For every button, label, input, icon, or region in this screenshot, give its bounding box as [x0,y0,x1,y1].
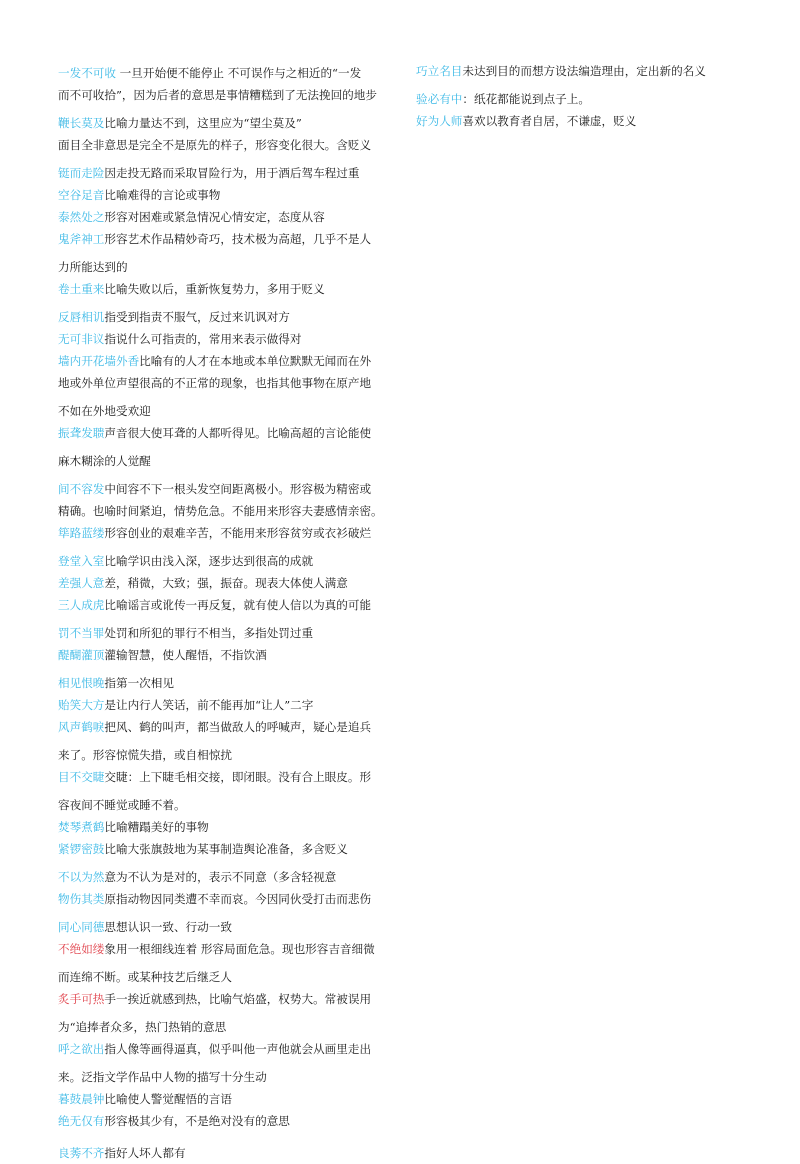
idiom-term: 卷土重来 [58,282,105,296]
idiom-entry [58,916,396,938]
idiom-definition: ：纸花都能说到点子上。 [462,92,590,106]
idiom-entry [416,60,746,82]
entry-continuation [58,966,396,988]
idiom-definition: 交睫：上下睫毛相交接，即闭眼。没有合上眼皮。形 [104,770,372,784]
idiom-term: 相见恨晚 [58,676,105,690]
idiom-entry [58,550,396,572]
idiom-entry [58,594,396,616]
entry-continuation [58,744,396,766]
idiom-definition: 象用一根细线连着 形容局面危急。现也形容吉音细微 [104,942,375,956]
entry-continuation [58,372,396,394]
idiom-definition: 处罚和所犯的罪行不相当，多指处罚过重 [104,626,314,640]
idiom-entry [58,1088,396,1110]
idiom-entry [58,1110,396,1132]
idiom-term: 暮鼓晨钟 [58,1092,105,1106]
idiom-definition: 比喻使人警觉醒悟的言语 [104,1092,232,1106]
idiom-entry [58,644,396,666]
idiom-definition: 为“追捧者众多，热门热销的意思 [58,1020,227,1034]
idiom-entry [58,162,396,184]
idiom-definition: 形容对困难或紧急情况心情安定，态度从容 [104,210,325,224]
idiom-definition: 来。泛指文学作品中人物的描写十分生动 [58,1070,267,1084]
idiom-term: 无可非议 [58,332,105,346]
idiom-definition: 比喻大张旗鼓地为某事制造舆论准备，多含贬义 [104,842,348,856]
idiom-definition: 意为不认为是对的，表示不同意（多含轻视意 [104,870,337,884]
idiom-term: 目不交睫 [58,770,105,784]
idiom-definition: 形容极其少有，不是绝对没有的意思 [104,1114,290,1128]
idiom-definition: 比喻糟蹋美好的事物 [104,820,209,834]
idiom-definition: 指人像等画得逼真，似乎叫他一声他就会从画里走出 [104,1042,372,1056]
idiom-definition: 面目全非意思是完全不是原先的样子，形容变化很大。含贬义 [58,138,372,152]
idiom-term: 铤而走险 [58,166,105,180]
idiom-definition: 喜欢以教育者自居，不谦虚，贬义 [462,114,637,128]
idiom-entry [58,112,396,134]
idiom-entry [58,228,396,250]
idiom-definition: 指第一次相见 [104,676,174,690]
idiom-definition: 指说什么可指责的，常用来表示做得对 [104,332,302,346]
idiom-definition: 比喻学识由浅入深，逐步达到很高的成就 [104,554,314,568]
idiom-entry [58,866,396,888]
idiom-definition: 指好人坏人都有 [104,1146,186,1160]
right-column [416,60,746,132]
idiom-term: 炙手可热 [58,992,105,1006]
entry-continuation [58,84,396,106]
idiom-definition: 灌输智慧，使人醒悟，不指饮酒 [104,648,267,662]
idiom-entry [58,938,396,960]
idiom-term: 筚路蓝缕 [58,526,105,540]
idiom-definition: 麻木糊涂的人觉醒 [58,454,151,468]
idiom-term: 好为人师 [416,114,463,128]
idiom-term: 焚琴煮鹤 [58,820,105,834]
idiom-definition: 原指动物因同类遭不幸而哀。今因同伙受打击而悲伤 [104,892,372,906]
idiom-term: 紧锣密鼓 [58,842,105,856]
idiom-term: 呼之欲出 [58,1042,105,1056]
idiom-definition: 来了。形容惊慌失措，或自相惊扰 [58,748,232,762]
idiom-term: 墙内开花墙外香 [58,354,140,368]
idiom-entry [58,988,396,1010]
idiom-definition: 指受到指责不服气，反过来讥讽对方 [104,310,290,324]
idiom-term: 不以为然 [58,870,105,884]
idiom-term: 差强人意 [58,576,105,590]
idiom-definition: 一旦开始便不能停止 不可误作与之相近的“一发 [115,66,362,80]
idiom-definition: 把风、鹤的叫声，都当做敌人的呼喊声，疑心是追兵 [104,720,372,734]
idiom-definition: 比喻力量达不到，这里应为“望尘莫及” [104,116,302,130]
idiom-entry [58,328,396,350]
idiom-definition: 而不可收拾”，因为后者的意思是事情糟糕到了无法挽回的地步 [58,88,377,102]
idiom-entry [58,816,396,838]
idiom-entry [58,694,396,716]
idiom-term: 鞭长莫及 [58,116,105,130]
idiom-entry [58,350,396,372]
idiom-definition: 比喻有的人才在本地或本单位默默无闻而在外 [139,354,372,368]
idiom-definition: 不如在外地受欢迎 [58,404,151,418]
idiom-term: 一发不可收 [58,66,116,80]
idiom-entry [58,278,396,300]
idiom-entry [58,422,396,444]
idiom-definition: 因走投无路而采取冒险行为，用于酒后驾车程过重 [104,166,360,180]
idiom-definition: 力所能达到的 [58,260,128,274]
idiom-term: 不绝如缕 [58,942,105,956]
idiom-definition: 比喻难得的言论或事物 [104,188,221,202]
idiom-definition: 形容艺术作品精妙奇巧，技术极为高超，几乎不是人 [104,232,372,246]
idiom-term: 鬼斧神工 [58,232,105,246]
idiom-definition: 比喻失败以后，重新恢复势力，多用于贬义 [104,282,325,296]
idiom-term: 验必有中 [416,92,463,106]
idiom-term: 三人成虎 [58,598,105,612]
idiom-term: 振聋发聩 [58,426,105,440]
idiom-entry [58,522,396,544]
idiom-entry [58,716,396,738]
idiom-entry [58,838,396,860]
idiom-term: 绝无仅有 [58,1114,105,1128]
idiom-term: 泰然处之 [58,210,105,224]
idiom-entry [58,1142,396,1164]
idiom-definition: 形容创业的艰难辛苦，不能用来形容贫穷或衣衫破烂 [104,526,372,540]
idiom-term: 贻笑大方 [58,698,105,712]
idiom-definition: 比喻谣言或讹传一再反复，就有使人信以为真的可能 [104,598,372,612]
idiom-entry [58,766,396,788]
idiom-term: 空谷足音 [58,188,105,202]
entry-continuation [58,134,396,156]
idiom-term: 同心同德 [58,920,105,934]
entry-continuation [58,400,396,422]
idiom-entry [58,62,396,84]
idiom-term: 间不容发 [58,482,105,496]
idiom-entry [58,184,396,206]
idiom-definition: 是让内行人笑话，前不能再加“让人”二字 [104,698,314,712]
left-column [58,62,396,1164]
entry-continuation [58,500,396,522]
idiom-definition: 容夜间不睡觉或睡不着。 [58,798,186,812]
idiom-term: 反唇相讥 [58,310,105,324]
idiom-term: 风声鹤唳 [58,720,105,734]
entry-continuation [58,1066,396,1088]
idiom-definition: 未达到目的而想方设法编造理由，定出新的名义 [462,64,706,78]
idiom-definition: 中间容不下一根头发空间距离极小。形容极为精密或 [104,482,372,496]
idiom-definition: 思想认识一致、行动一致 [104,920,232,934]
idiom-definition: 精确。也喻时间紧迫，情势危急。不能用来形容夫妻感情亲密。 [58,504,383,518]
idiom-definition: 地或外单位声望很高的不正常的现象，也指其他事物在原产地 [58,376,372,390]
idiom-term: 良莠不齐 [58,1146,105,1160]
idiom-entry [58,888,396,910]
idiom-term: 醍醐灌顶 [58,648,105,662]
idiom-entry [58,572,396,594]
idiom-entry [58,478,396,500]
idiom-definition: 声音很大使耳聋的人都听得见。比喻高超的言论能使 [104,426,372,440]
idiom-entry [58,206,396,228]
idiom-term: 物伤其类 [58,892,105,906]
idiom-entry [416,88,746,110]
idiom-definition: 手一挨近就感到热，比喻气焰盛，权势大。常被误用 [104,992,372,1006]
idiom-entry [416,110,746,132]
idiom-term: 巧立名目 [416,64,463,78]
entry-continuation [58,256,396,278]
idiom-entry [58,306,396,328]
idiom-term: 罚不当罪 [58,626,105,640]
entry-continuation [58,1016,396,1038]
entry-continuation [58,794,396,816]
entry-continuation [58,450,396,472]
idiom-entry [58,1038,396,1060]
idiom-term: 登堂入室 [58,554,105,568]
idiom-entry [58,672,396,694]
idiom-definition: 而连绵不断。或某种技艺后继乏人 [58,970,232,984]
idiom-definition: 差，稍微，大致；强，振奋。现表大体使人满意 [104,576,348,590]
idiom-entry [58,622,396,644]
